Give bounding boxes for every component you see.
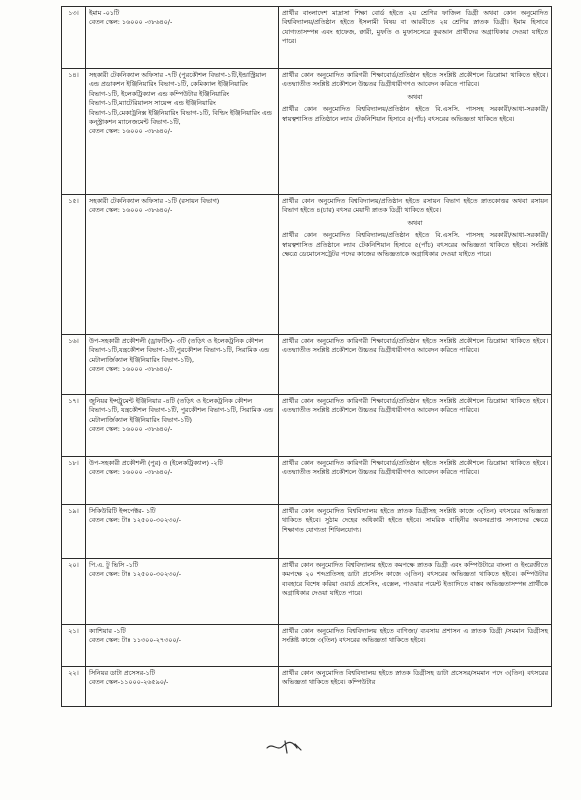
qualification-cell [279, 457, 552, 505]
table-body [62, 7, 552, 707]
qualification-cell [279, 195, 552, 335]
qualification-text: প্রার্থীর বাংলাদেশ মাদ্রাসা শিক্ষা বোর্ড হইতে ২য় শ্রেণির ফাজিল ডিগ্রী অথবা কোন অনুমোদিত বিশ্ববিদ্যালয়/প্রতিষ্ঠান হইতে ইসলামী বিষয় বা আরবীতে ২য় শ্রেণির স্নাতক ডিগ্রী। ইমাম হিসাবে যোগ্যতাসম্পন্ন এবং হাফেজ, ক্বারী, মুফতি ও মুফাসসেরে কুরআন প্রার্থীদের অগ্রাধিকার দেওয়া যাইতে পারে। [282, 9, 548, 46]
serial-number: ১৬। [62, 335, 86, 395]
table-row [62, 457, 552, 505]
serial-number: ১৪। [62, 69, 86, 195]
table-row [62, 559, 552, 625]
post-title: সিকিউরিটি ইন্সপেক্টর- ১টি [89, 507, 156, 515]
qualification-cell [279, 625, 552, 667]
qualification-text: প্রার্থীর কোন অনুমোদিত বিশ্ববিদ্যালয় হইতে কমপক্ষে স্নাতক ডিগ্রী এবং কম্পিউটারে বাংলা ও ইংরেজীতে কমপক্ষে ২০ শব্দপ্রতিসহ ডাটা প্রসেসিং কাজে ৩(তিন) বৎসরের অভিজ্ঞতা থাকিতে হইবে। কম্পিউটার ব্যবহারে বিশেষ করিয়া ওয়ার্ড প্রসেসিং, এক্সেল, পাওয়ার পয়েন্ট ইত্যাদিতে বাস্তব অভিজ্ঞতাসম্পন্ন প্রার্থীকে অগ্রাধিকার দেওয়া যাইতে পারে। [282, 561, 548, 598]
post-cell [86, 559, 279, 625]
table-row [62, 395, 552, 457]
post-title: ক্যাশিয়ার -১টি [89, 627, 126, 635]
table-row [62, 7, 552, 69]
qualification-text: প্রার্থীর কোন অনুমোদিত কারিগরী শিক্ষাবোর্ড/প্রতিষ্ঠান হইতে সংশ্লিষ্ট প্রকৌশলে ডিপ্লোমা থাকিতে হইবে। এতদ্ব্যাতীত সংশ্লিষ্ট প্রকৌশলে উচ্চতর ডিগ্রীধারীগণও আবেদন করিতে পারিবে। [282, 459, 548, 477]
qualification-cell [279, 505, 552, 559]
table-row [62, 505, 552, 559]
post-cell [86, 7, 279, 69]
pay-scale: বেতন স্কেল-১১০০০-২৬৫৯০/- [89, 678, 169, 687]
serial-number: ২২। [62, 667, 86, 707]
pay-scale: বেতন স্কেল: টাঃ ১২৫০০-৩০২৩০/- [89, 516, 182, 525]
post-title: সহকারী টেকনিক্যাল অফিসার -৭টি (পুরকৌশল বিভাগ-১টি,ইন্ডাস্ট্রিয়াল এন্ড প্রডাকশন ইঞ্জিনিয়ারিং বিভাগ-১টি, কেমিক্যাল ইঞ্জিনিয়ারিং বিভাগ-১টি, ইলেকট্রিক্যাল এন্ড কম্পিউটার ইঞ্জিনিয়ারিং বিভাগ-১টি,ম্যাটেরিয়ালস সায়েন্স এন্ড ইঞ্জিনিয়ারিং বিভাগ-১টি,মেকাট্রনিক্স ইঞ্জিনিয়ারিং বিভাগ-১টি, বিল্ডিং ইঞ্জিনিয়ারিং এন্ড কন্স্ট্রাকশন ম্যানেজমেন্ট বিভাগ-১টি, [89, 71, 272, 127]
or-separator: অথবা [407, 218, 423, 227]
post-cell [86, 195, 279, 335]
qualification-cell [279, 395, 552, 457]
serial-number: ১৯। [62, 505, 86, 559]
qualification-text: প্রার্থীর কোন অনুমোদিত বিশ্ববিদ্যালয়/প্রতিষ্ঠান হইতে বি.এসসি. পাসসহ সরকারী/আধা-সরকারী/স্বায়ত্বশাসিত প্রতিষ্ঠানে ল্যাব টেকনিশিয়ান হিসাবে ৫(পাঁচ) বৎসরের অভিজ্ঞতা থাকিতে হইবে। সংশ্লিষ্ট ক্ষেত্রে ডেমোনেসট্রেটর পদের কাজের অভিজ্ঞতাকে অগ্রাধিকার দেওয়া যাইতে পারে। [282, 231, 548, 259]
pay-scale: বেতন স্কেল: ১৬০০০ -৩৮৬৪০/- [89, 468, 173, 477]
post-cell [86, 667, 279, 707]
qualification-text: প্রার্থীর কোন অনুমোদিত বিশ্ববিদ্যালয় হইতে স্নাতক ডিগ্রীসহ ডাটা প্রসেসর/সমমান পদে ৩(তিন) বৎসরের অভিজ্ঞতা থাকিতে হইবে। কম্পিউটার [282, 669, 548, 687]
qualification-cell [279, 335, 552, 395]
qualification-text: প্রার্থীর কোন অনুমোদিত বিশ্ববিদ্যালয় হইতে বাণিজ্য/ ব্যবসায় প্রশাসন এ স্নাতক ডিগ্রী /সমমান ডিগ্রীসহ সংশ্লিষ্ট কাজে ৩(তিন) বৎসরের অভিজ্ঞতা থাকিতে হইবে। [282, 627, 548, 645]
pay-scale: বেতন স্কেল: ১৬০০০ -৩৮৬৪০/- [89, 425, 173, 434]
pay-scale: বেতন স্কেল: টাঃ ১২৫০০-৩০২৩০/- [89, 570, 182, 579]
serial-number: ১৩। [62, 7, 86, 69]
serial-number: ১৮। [62, 457, 86, 505]
serial-number: ২০। [62, 559, 86, 625]
table-row [62, 625, 552, 667]
qualification-cell [279, 559, 552, 625]
post-title: সহকারী টেকনিক্যাল অফিসার -১টি (রসায়ন বিভাগ) [89, 197, 220, 205]
table-row [62, 195, 552, 335]
table-row [62, 335, 552, 395]
post-cell [86, 625, 279, 667]
job-requirements-table [61, 6, 552, 707]
table-row [62, 667, 552, 707]
post-title: উপ-সহকারী প্রকৌশলী (পুর) ও (ইলেকট্রিক্যাল) -২টি [89, 459, 223, 467]
qualification-cell [279, 667, 552, 707]
pay-scale: বেতন স্কেল: ১৬০০০ -৩৮৬৪০/- [89, 365, 173, 374]
post-title: জুনিয়র ইন্সট্রুমেন্ট ইঞ্জিনিয়ার -৪টি (তড়িৎ ও ইলেকট্রনিক কৌশল বিভাগ-১টি, যন্ত্রকৌশল বিভাগ-১টি, পুরকৌশল বিভাগ-১টি, সিরামিক এন্ড মেটালার্জিক্যাল ইঞ্জিনিয়ারিং বিভাগ-১টি) [89, 397, 274, 424]
serial-number: ২১। [62, 625, 86, 667]
pay-scale: বেতন স্কেল: টাঃ ১১৩০০-২৭৩০০/- [89, 636, 182, 645]
or-separator: অথবা [407, 92, 423, 101]
pay-scale: বেতন স্কেল: ১৬০০০ -৩৮৬৪০/- [89, 206, 173, 215]
signature-mark [265, 738, 305, 756]
qualification-text: প্রার্থীর কোন অনুমোদিত বিশ্ববিদ্যালয়/প্রতিষ্ঠান হইতে বি.এসসি. পাসসহ সরকারী/আধা-সরকারী/স্বায়ত্বশাসিত প্রতিষ্ঠানে ল্যাব টেকনিশিয়ান হিসাবে ৫(পাঁচ) বৎসরের অভিজ্ঞতা থাকিতে হইবে। [282, 105, 548, 123]
qualification-text: প্রার্থীর কোন অনুমোদিত বিশ্ববিদ্যালয়/প্রতিষ্ঠান হইতে রসায়ন বিভাগ হইতে স্নাতকোত্তর অথবা রসায়ন বিভাগ হইতে ৪(চার) বৎসর মেয়াদী স্নাতক ডিগ্রী থাকিতে হইবে। [282, 197, 548, 215]
post-title: পি.এ. টু ভিসি -১টি [89, 561, 139, 569]
qualification-text: প্রার্থীর কোন অনুমোদিত কারিগরী শিক্ষাবোর্ড/প্রতিষ্ঠান হইতে সংশ্লিষ্ট প্রকৌশলে ডিপ্লোমা থাকিতে হইবে। এতদ্ব্যাতীত সংশ্লিষ্ট প্রকৌশলে উচ্চতর ডিগ্রীধারীগণও আবেদন করিতে পারিবে। [282, 337, 548, 355]
post-cell [86, 457, 279, 505]
qualification-cell [279, 7, 552, 69]
qualification-text: প্রার্থীর কোন অনুমোদিত কারিগরী শিক্ষাবোর্ড/প্রতিষ্ঠান হইতে সংশ্লিষ্ট প্রকৌশলে ডিপ্লোমা থাকিতে হইবে। এতদ্ব্যাতীত সংশ্লিষ্ট প্রকৌশলে উচ্চতর ডিগ্রীধারীগণও আবেদন করিতে পারিবে। [282, 71, 548, 89]
post-cell [86, 395, 279, 457]
serial-number: ১৭। [62, 395, 86, 457]
serial-number: ১৫। [62, 195, 86, 335]
post-title: সিনিয়র ডাটা প্রসেসর-১টি [89, 669, 155, 677]
table-row [62, 69, 552, 195]
post-cell [86, 505, 279, 559]
qualification-text: প্রার্থীর কোন অনুমোদিত কারিগরী শিক্ষাবোর্ড/প্রতিষ্ঠান হইতে সংশ্লিষ্ট প্রকৌশলে ডিপ্লোমা থাকিতে হইবে। এতদ্ব্যাতীত সংশ্লিষ্ট প্রকৌশলে উচ্চতর ডিগ্রীধারীগণও আবেদন করিতে পারিবে। [282, 397, 548, 415]
pay-scale: বেতন স্কেল: ১৬০০০ -৩৮৬৪০/- [89, 127, 173, 136]
post-title: ইমাম -০১টি [89, 9, 120, 17]
pay-scale: বেতন স্কেল: ১৬০০০ -৩৮৬৪০/- [89, 18, 173, 27]
qualification-cell [279, 69, 552, 195]
post-cell [86, 69, 279, 195]
post-cell [86, 335, 279, 395]
qualification-text: প্রার্থীর কোন অনুমোদিত বিশ্ববিদ্যালয় হইতে স্নাতক ডিগ্রীসহ সংশ্লিষ্ট কাজে ৩(তিন) বৎসরের অভিজ্ঞতা থাকিতে হইবে। সুঠাম দেহের অধিকারী হইতে হইবে। সামরিক বাহিনীর অবসরপ্রাপ্ত সদস্যদের ক্ষেত্রে শিক্ষাগত যোগ্যতা শিথিলযোগ্য। [282, 507, 548, 534]
post-title: উপ-সহকারী প্রকৌশলী (ড্রাফটিং)- ৩টি (তড়িৎ ও ইলেকট্রনিক কৌশল বিভাগ-১টি,যন্ত্রকৌশল বিভাগ-১টি,পুরকৌশল বিভাগ-১টি, সিরামিক এন্ড মেটালার্জিক্যাল ইঞ্জিনিয়ারিং বিভাগ-১টি), [89, 337, 270, 364]
